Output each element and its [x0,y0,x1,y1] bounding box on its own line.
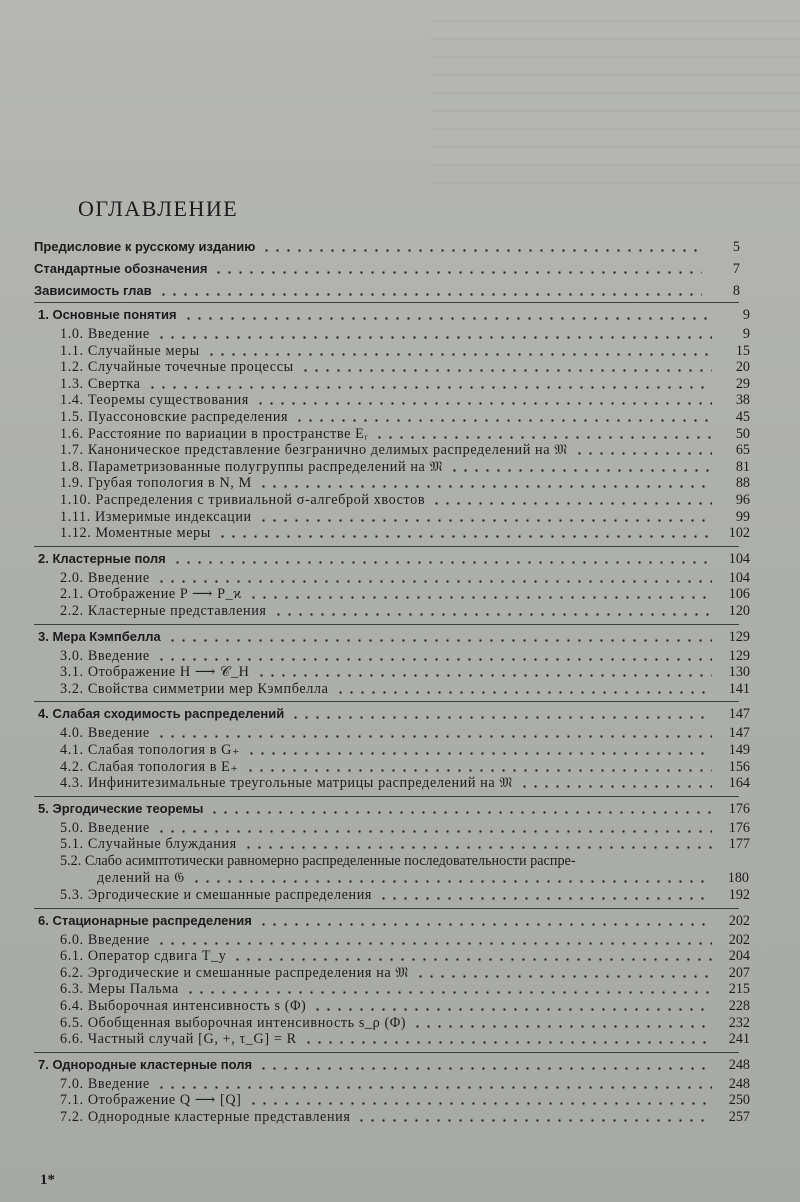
section-entry-page: 65 [735,442,750,459]
dot-leader [374,436,712,439]
dot-leader [156,830,712,833]
section-entry-title: 3.0. Введение [60,647,150,664]
section-entry [60,680,750,698]
dot-leader [300,369,712,372]
section-entry [60,1091,750,1109]
section-entry-page: 88 [735,475,750,492]
section-entry-title: 4.2. Слабая топология в E₊ [60,758,239,775]
section-entry [60,964,750,982]
dot-leader [156,735,712,738]
section-entry [60,375,750,393]
dot-leader [245,769,712,772]
section-entry-page: 45 [735,409,750,425]
section-entry-title: 7.1. Отображение Q ⟶ [Q] [60,1092,242,1109]
dot-leader [335,691,713,694]
section-entry-title: 1.0. Введение [60,326,150,342]
section-entry [60,663,750,681]
section-entry [60,491,750,509]
section-entry [60,425,750,443]
section-entry-page: 106 [728,586,750,603]
section-entry-title: 4.3. Инфинитезимальные треугольные матрицы распределений на 𝔐 [60,775,514,792]
front-matter-entry-page: 8 [732,283,740,299]
dot-leader [156,942,712,945]
dot-leader [256,674,713,677]
section-entry-page: 232 [728,1014,750,1031]
dot-leader [156,658,712,661]
chapter-entry-page: 202 [728,912,750,929]
front-matter-entry [34,282,740,300]
dot-leader [258,519,712,522]
section-entry [60,585,750,603]
section-entry [60,980,750,998]
chapter-entry-title: 6. Стационарные распределения [38,912,252,928]
dot-leader [431,502,712,505]
section-entry-page: 99 [735,508,750,525]
chapter-entry [38,306,750,324]
section-entry [60,1014,750,1032]
front-matter-entry [34,238,740,256]
section-entry-title: 6.2. Эргодические и смешанные распределения на 𝔐 [60,964,410,981]
section-entry-page: 149 [728,742,750,758]
section-entry-page: 29 [735,375,750,392]
dot-leader [258,485,712,488]
dot-leader [172,561,712,564]
chapter-entry-page: 176 [728,800,750,817]
section-entry [60,819,750,837]
section-entry-title: 1.11. Измеримые индексации [60,508,252,525]
section-entry-page: 141 [728,680,750,697]
dot-leader [261,249,702,252]
dot-leader [185,991,712,994]
chapter-entry-page: 147 [728,706,750,723]
dot-leader [415,975,712,978]
section-entry-page: 129 [728,647,750,664]
section-entry [60,947,750,965]
section-entry-title: 1.6. Расстояние по вариации в пространстве Eᵣ [60,425,369,442]
dot-leader [156,1086,712,1089]
section-entry-title: 1.10. Распределения с тривиальной σ-алгеброй хвостов [60,492,426,508]
section-entry-page: 104 [728,569,750,586]
section-entry [60,724,750,742]
section-entry [60,835,750,853]
dot-leader [519,785,712,788]
dot-leader [232,958,712,961]
section-entry-page: 215 [728,981,750,998]
dot-leader [191,880,711,883]
chapter-entry [38,705,750,723]
section-entry [60,441,750,459]
dot-leader [248,596,712,599]
section-entry-page: 192 [728,887,750,903]
section-entry-page: 102 [728,525,750,542]
section-entry-page: 207 [728,964,750,981]
section-entry [60,569,750,587]
front-matter-entry-page: 7 [732,261,740,277]
section-entry [60,602,750,620]
section-entry [60,1108,750,1126]
front-matter-entry-title: Зависимость глав [34,283,152,298]
section-entry-continued [97,869,749,887]
section-entry [60,342,750,360]
dot-leader [183,317,712,320]
section-entry-page: 9 [742,326,750,342]
chapter-entry-page: 129 [728,628,750,645]
section-entry-page: 15 [735,342,750,359]
section-entry-page: 130 [728,664,750,681]
section-entry-title: 1.7. Каноническое представление безгранично делимых распределений на 𝔐 [60,442,568,459]
section-entry-title: 5.3. Эргодические и смешанные распределения [60,887,373,903]
section-entry-title: 6.6. Частный случай [G, +, τ_G] = R [60,1031,297,1048]
section-entry-page: 257 [728,1109,750,1125]
section-entry-continued-page: 180 [727,870,749,886]
chapter-rule [34,624,739,625]
section-entry [60,408,750,426]
section-entry-title: 1.5. Пуассоновские распределения [60,409,289,425]
section-entry [60,524,750,542]
section-entry-title: 6.3. Меры Пальма [60,981,179,998]
section-entry-title: 7.0. Введение [60,1075,150,1092]
section-entry [60,758,750,776]
section-entry [60,391,750,409]
section-entry-title: 6.1. Оператор сдвига T_y [60,948,227,965]
dot-leader [290,716,712,719]
section-entry-title: 3.2. Свойства симметрии мер Кэмпбелла [60,680,329,697]
dot-leader [158,293,702,296]
section-entry [60,1075,750,1093]
chapter-rule [34,701,739,702]
dot-leader [273,613,712,616]
section-entry-page: 96 [735,492,750,508]
section-entry-page: 250 [728,1092,750,1109]
section-entry-continued-title: делений на 𝔊 [97,870,185,886]
front-matter-entry-page: 5 [732,239,740,255]
section-entry [60,508,750,526]
page-title: ОГЛАВЛЕНИЕ [78,196,239,221]
section-entry-title: 1.1. Случайные меры [60,342,200,359]
chapter-entry-title: 4. Слабая сходимость распределений [38,706,285,722]
section-entry [60,358,750,376]
front-matter-entry [34,260,740,278]
section-entry-title: 5.0. Введение [60,819,150,836]
section-entry-title: 1.9. Грубая топология в N, M [60,475,252,492]
dot-leader [243,846,712,849]
section-entry-page: 176 [728,819,750,836]
dot-leader [312,1008,712,1011]
chapter-entry [38,628,750,646]
section-entry-title: 1.8. Параметризованные полугруппы распределений на 𝔐 [60,458,444,475]
section-entry-page: 147 [728,725,750,742]
section-entry-page: 81 [735,458,750,475]
chapter-entry-page: 9 [742,307,750,323]
section-entry [60,741,750,759]
chapter-entry-page: 104 [728,550,750,567]
section-entry [60,997,750,1015]
chapter-entry-title: 2. Кластерные поля [38,550,166,566]
section-entry-title: 2.0. Введение [60,569,150,586]
section-entry-page: 50 [735,425,750,442]
chapter-entry-page: 248 [728,1056,750,1073]
section-entry-page: 204 [728,948,750,965]
section-entry-title: 6.0. Введение [60,931,150,948]
chapter-rule [34,546,739,547]
show-through-text [430,20,800,190]
section-entry-page: 120 [728,603,750,619]
dot-leader [209,811,712,814]
section-entry [60,931,750,949]
section-entry [60,325,750,343]
dot-leader [246,752,712,755]
dot-leader [258,1067,712,1070]
section-entry-page: 248 [728,1075,750,1092]
dot-leader [294,419,712,422]
dot-leader [167,639,712,642]
dot-leader [255,402,712,405]
section-entry-title: 1.4. Теоремы существования [60,392,249,409]
dot-leader [147,386,713,389]
chapter-rule [34,796,739,797]
dot-leader [412,1025,712,1028]
section-entry [60,1030,750,1048]
front-matter-entry-title: Предисловие к русскому изданию [34,239,256,254]
chapter-entry [38,912,750,930]
section-entry-title: 6.5. Обобщенная выборочная интенсивность s_ρ (Φ) [60,1014,407,1031]
section-entry [60,774,750,792]
chapter-entry [38,1056,750,1074]
section-entry-title: 5.2. Слабо асимптотически равномерно распределенные последовательности распре- [60,853,576,869]
section-entry-page: 156 [728,758,750,775]
section-entry-title: 3.1. Отображение H ⟶ 𝒞_H [60,664,250,681]
chapter-entry-title: 5. Эргодические теоремы [38,800,204,816]
section-entry-page: 164 [728,775,750,792]
section-entry-title: 6.4. Выборочная интенсивность s (Φ) [60,998,307,1014]
section-entry-title: 2.2. Кластерные представления [60,603,267,619]
section-entry [60,474,750,492]
section-entry-page: 241 [728,1031,750,1048]
section-entry-title: 1.3. Свертка [60,375,141,392]
section-entry-title: 7.2. Однородные кластерные представления [60,1109,351,1125]
chapter-entry-title: 1. Основные понятия [38,307,177,322]
front-matter-entry-title: Стандартные обозначения [34,261,208,276]
dot-leader [258,923,712,926]
dot-leader [356,1119,712,1122]
dot-leader [206,353,712,356]
dot-leader [303,1041,712,1044]
section-entry-title: 4.0. Введение [60,725,150,742]
section-entry-page: 228 [728,998,750,1014]
section-entry-title: 5.1. Случайные блуждания [60,836,237,853]
chapter-rule [34,302,739,303]
chapter-entry-title: 3. Мера Кэмпбелла [38,628,161,644]
dot-leader [574,452,712,455]
dot-leader [248,1102,712,1105]
chapter-rule [34,908,739,909]
section-entry-page: 202 [728,931,750,948]
dot-leader [217,535,712,538]
section-entry-title: 1.12. Моментные меры [60,525,211,542]
section-entry-page: 20 [735,359,750,376]
dot-leader [378,897,712,900]
chapter-rule [34,1052,739,1053]
signature-mark: 1* [40,1172,55,1188]
section-entry [60,458,750,476]
dot-leader [213,271,702,274]
section-entry-title: 2.1. Отображение P ⟶ P_ϰ [60,586,242,603]
dot-leader [156,580,712,583]
section-entry [60,647,750,665]
chapter-entry [38,800,750,818]
section-entry-title: 4.1. Слабая топология в G₊ [60,742,241,758]
section-entry-page: 177 [728,836,750,853]
chapter-entry [38,550,750,568]
dot-leader [156,336,712,339]
dot-leader [449,469,712,472]
section-entry [60,886,750,904]
chapter-entry-title: 7. Однородные кластерные поля [38,1056,253,1072]
section-entry-title: 1.2. Случайные точечные процессы [60,359,294,376]
section-entry-page: 38 [735,392,750,409]
